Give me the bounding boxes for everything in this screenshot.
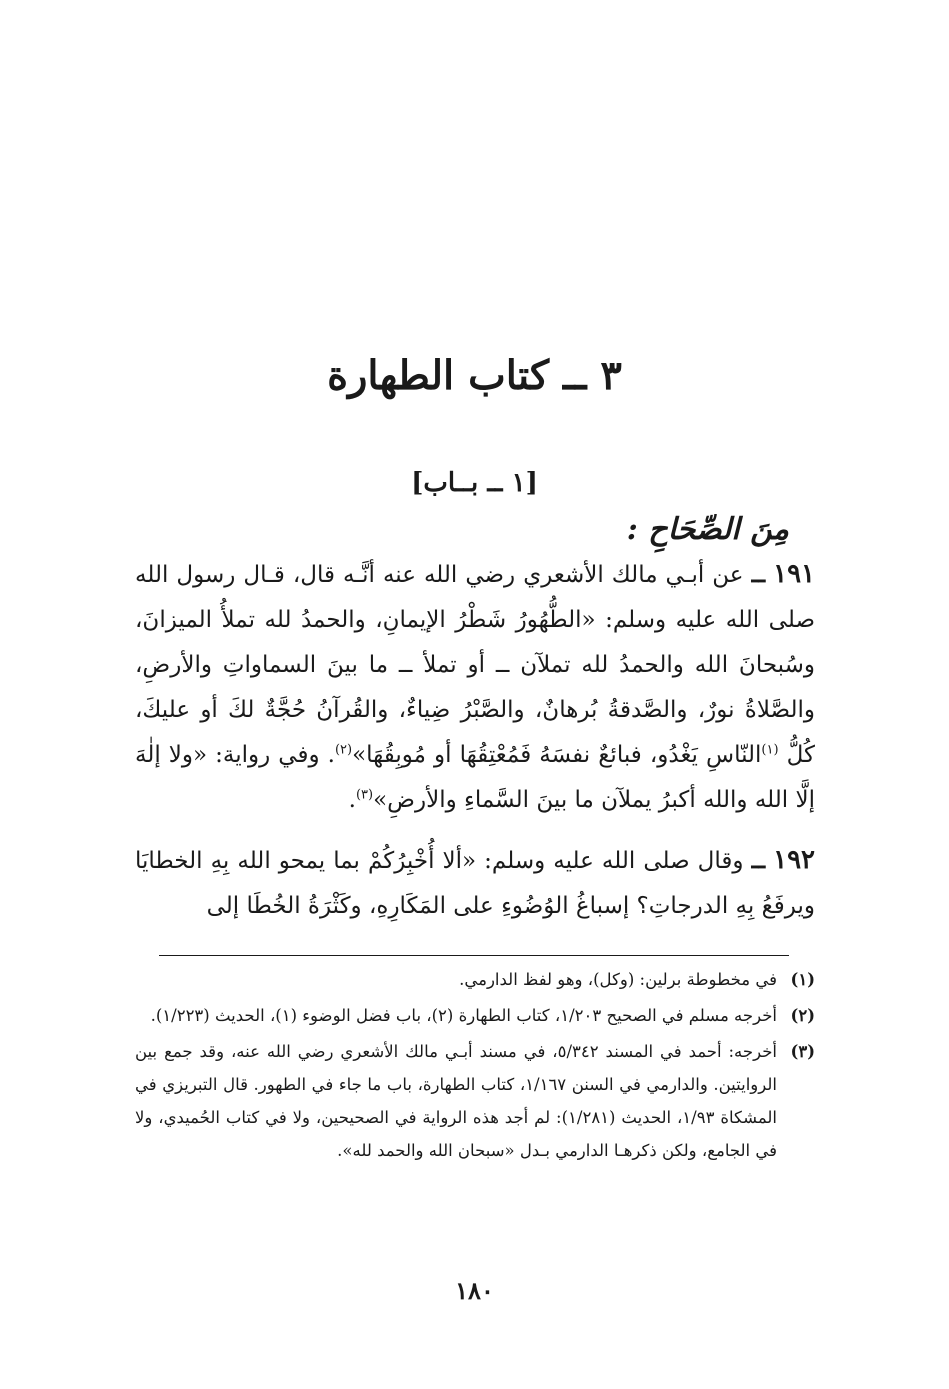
hadith-text-part1: عن أبـي مالك الأشعري رضي الله عنه أنَّـه قال، قـال رسول الله صلى الله عليه وسلم: «الطُّهُورُ شَطْرُ الإيمانِ، والحمدُ لله تملأُ الميزانَ، وسُبحانَ الله والحمدُ لله تملآن ــ أو تملأ ــ ما بينَ السماواتِ والأرضِ، والصَّلاةُ نورٌ، والصَّدقةُ بُرهانٌ، والصَّبْرُ ضِياءٌ، والقُرآنُ حُجَّةٌ لكَ أو عليكَ، كُلُّ (135, 562, 815, 768)
book-title: ٣ ــ كتاب الطهارة (327, 352, 622, 399)
section-label: مِنَ الصِّحَاحِ : (626, 512, 789, 547)
hadith-text: وقال صلى الله عليه وسلم: «ألا أُخْبِرُكُمْ بما يمحو الله بِهِ الخطايَا ويرفَعُ بِهِ الدرجاتِ؟ إسباغُ الوُضُوءِ على المَكَارِهِ، وكَثْرَةُ الخُطَا إلى (135, 848, 815, 919)
footnote-ref-1: (١) (761, 742, 779, 758)
hadith-191 (135, 552, 815, 823)
footnote-text: أخرجه: أحمد في المسند ٥/٣٤٢، في مسند أبـي مالك الأشعري رضي الله عنه، وقد جمع بين الروايتين. والدارمي في السنن ١/١٦٧، كتاب الطهارة، باب ما جاء في الطهور. قال التبريزي في المشكاة ١/٩٣، الحديث (١/٢٨١): لم أجد هذه الرواية في الصحيحين، ولا في كتاب الحُميدي، ولا في الجامع، ولكن ذكرهـا الدارمي بـدل «سبحان الله والحمد لله». (135, 1042, 777, 1160)
hadith-dash: ــ (751, 847, 766, 874)
hadith-dash: ــ (751, 561, 766, 588)
footnote-number: (٢) (790, 1006, 815, 1025)
hadith-text-part3: . وفي رواية: «ولا إلٰهَ إلَّا الله والله أكبرُ يملآن ما بينَ السَّماءِ والأرضِ» (135, 742, 815, 813)
hadith-text-part2: النّاسِ يَغْدُو، فبائعٌ نفسَهُ فَمُعْتِقُهَا أو مُوبِقُهَا» (352, 742, 762, 768)
footnote-text: أخرجه مسلم في الصحيح ١/٢٠٣، كتاب الطهارة (٢)، باب فضل الوضوء (١)، الحديث (١/٢٢٣). (150, 1006, 777, 1025)
footnote-2 (135, 999, 815, 1032)
footnote-number: (١) (790, 970, 815, 989)
page-number: ١٨٠ (455, 1276, 494, 1305)
hadith-192 (135, 838, 815, 929)
footnote-text: في مخطوطة برلين: (وكل)، وهو لفظ الدارمي. (459, 970, 777, 989)
hadith-text-part4: . (348, 787, 356, 813)
footnote-ref-3: (٣) (355, 787, 374, 803)
footnote-1 (135, 963, 815, 996)
bab-heading: [١ ــ بــاب] (411, 468, 538, 498)
footnotes (135, 963, 815, 1170)
footnote-3 (135, 1035, 815, 1167)
hadith-number: ١٩٢ (773, 845, 816, 875)
footnote-separator (159, 955, 789, 956)
hadith-number: ١٩١ (773, 559, 816, 589)
footnote-number: (٣) (790, 1042, 815, 1061)
footnote-ref-2: (٢) (334, 742, 353, 758)
